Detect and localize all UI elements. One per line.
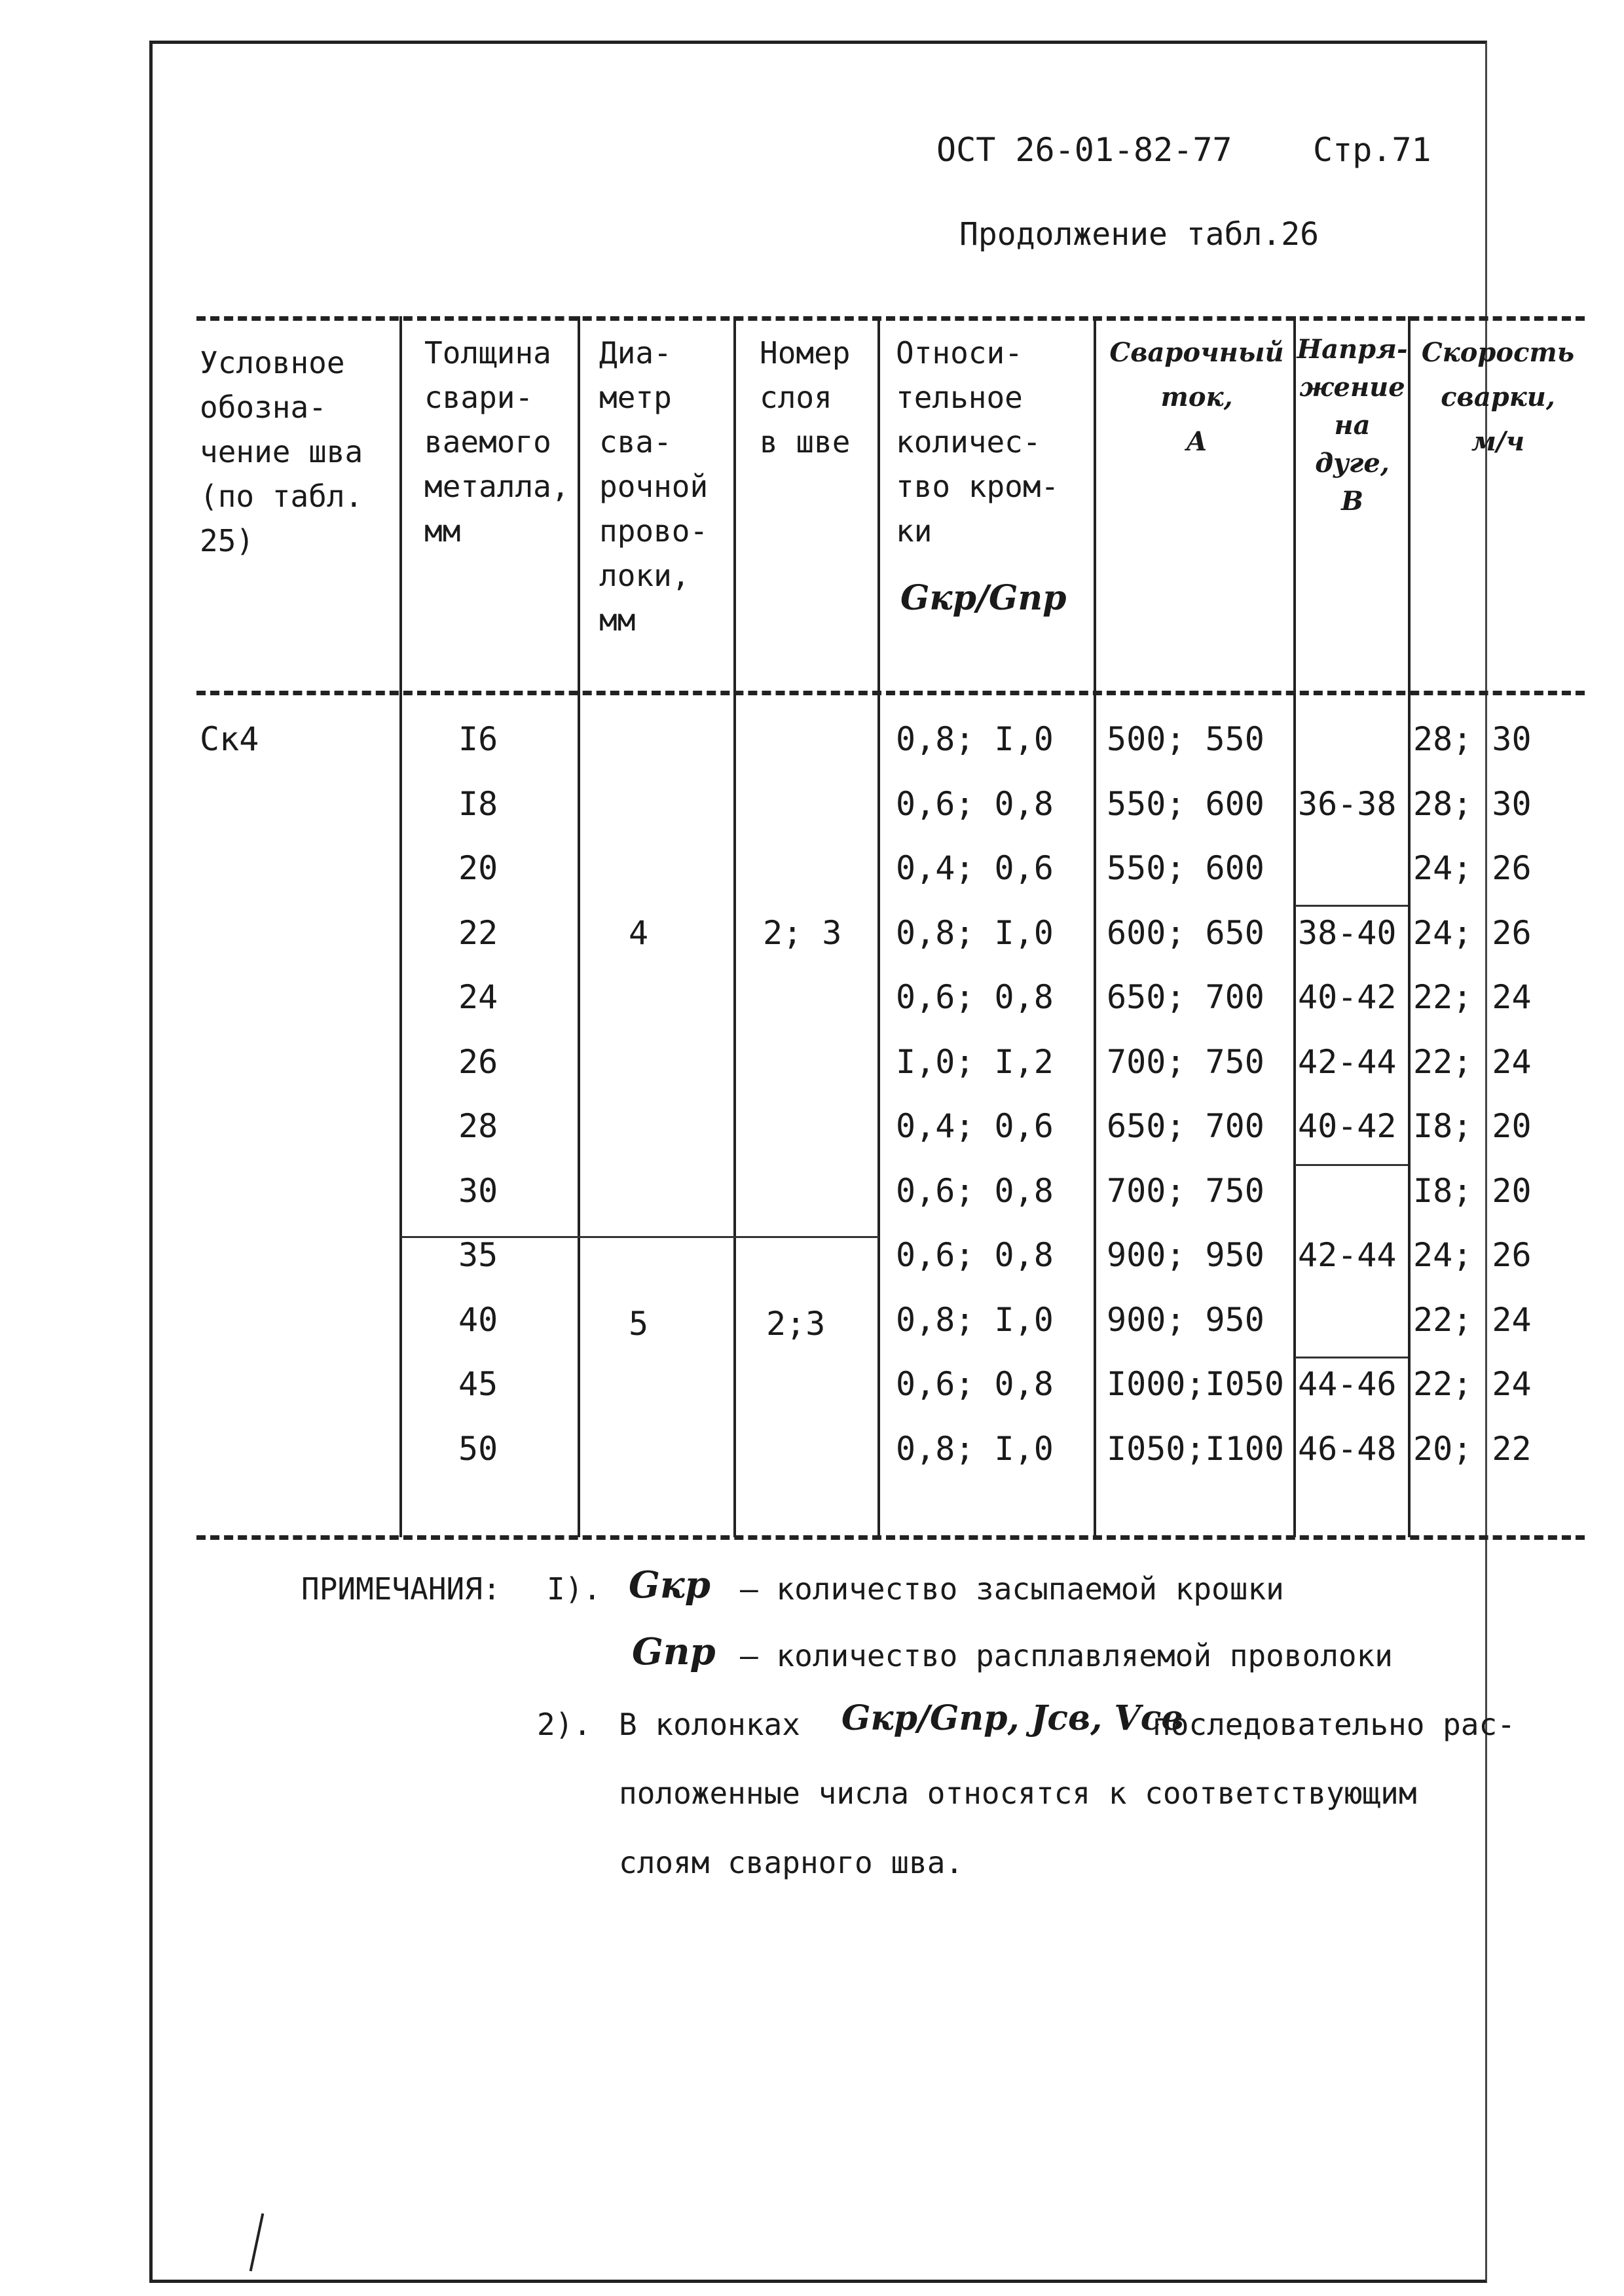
cell-speed: 20; 22 bbox=[1413, 1429, 1532, 1468]
table-bottom-rule bbox=[196, 1535, 1585, 1540]
cell-thickness: 26 bbox=[458, 1042, 498, 1081]
column-divider bbox=[578, 316, 580, 1537]
wire-diameter-group-1: 4 bbox=[629, 914, 649, 952]
col-header-voltage: Напря- жение на дуге, В bbox=[1297, 334, 1408, 517]
cell-current: 900; 950 bbox=[1107, 1300, 1264, 1339]
cell-ratio: 0,6; 0,8 bbox=[896, 1365, 1054, 1403]
cell-current: I000;I050 bbox=[1107, 1365, 1284, 1403]
col-header-relative-amount: Относи- тельное количес- тво кром- ки bbox=[896, 335, 1060, 549]
column-divider bbox=[733, 316, 736, 1537]
col-header-current: Сварочный ток, А bbox=[1109, 337, 1284, 457]
col-header-formula: Gкр/Gпр bbox=[900, 578, 1067, 618]
voltage-cell-rule bbox=[1295, 905, 1408, 907]
table-caption: Продолжение табл.26 bbox=[959, 216, 1320, 253]
cell-ratio: 0,6; 0,8 bbox=[896, 1171, 1054, 1210]
cell-speed: 24; 26 bbox=[1413, 913, 1532, 952]
cell-current: 900; 950 bbox=[1107, 1236, 1264, 1274]
voltage-cell-rule bbox=[1295, 1357, 1408, 1358]
col-header-speed: Скорость сварки, м/ч bbox=[1421, 337, 1575, 457]
table-top-rule bbox=[196, 316, 1585, 321]
weld-symbol: Ск4 bbox=[200, 720, 259, 758]
cell-voltage: 42-44 bbox=[1298, 1042, 1397, 1081]
cell-ratio: 0,8; I,0 bbox=[896, 1429, 1054, 1468]
cell-speed: 28; 30 bbox=[1413, 720, 1532, 758]
note-1b-symbol: Gпр bbox=[632, 1630, 716, 1673]
column-divider bbox=[399, 316, 402, 1537]
layer-number-group-2: 2;3 bbox=[766, 1305, 826, 1343]
column-divider bbox=[1408, 316, 1411, 1537]
page-number: Стр.71 bbox=[1313, 131, 1431, 169]
voltage-cell-rule bbox=[1295, 1164, 1408, 1166]
column-divider bbox=[1293, 316, 1296, 1537]
cell-thickness: I6 bbox=[458, 720, 498, 758]
cell-current: 600; 650 bbox=[1107, 913, 1264, 952]
cell-voltage: 46-48 bbox=[1298, 1429, 1397, 1468]
cell-thickness: 24 bbox=[458, 978, 498, 1016]
cell-ratio: 0,6; 0,8 bbox=[896, 978, 1054, 1016]
cell-current: 650; 700 bbox=[1107, 978, 1264, 1016]
note-2-number: 2). bbox=[537, 1707, 592, 1742]
col-header-weld-symbol: Условное обозна- чение шва (по табл. 25) bbox=[200, 345, 363, 558]
layer-number-group-1: 2; 3 bbox=[763, 914, 842, 952]
cell-ratio: 0,6; 0,8 bbox=[896, 1236, 1054, 1274]
cell-voltage: 40-42 bbox=[1298, 978, 1397, 1016]
note-2-symbols: Gкр/Gпр, Jсв, Vсв bbox=[841, 1698, 1184, 1738]
note-2-text-a: В колонках bbox=[619, 1707, 800, 1742]
cell-ratio: 0,6; 0,8 bbox=[896, 784, 1054, 823]
note-1-number: I). bbox=[547, 1571, 602, 1607]
cell-current: 550; 600 bbox=[1107, 849, 1264, 887]
notes-title: ПРИМЕЧАНИЯ: bbox=[301, 1571, 501, 1607]
cell-current: I050;I100 bbox=[1107, 1429, 1284, 1468]
cell-speed: I8; 20 bbox=[1413, 1171, 1532, 1210]
note-2-text-b: последовательно рас- bbox=[1153, 1707, 1515, 1742]
wire-diameter-group-2: 5 bbox=[629, 1305, 649, 1343]
cell-voltage: 42-44 bbox=[1298, 1236, 1397, 1274]
cell-speed: 22; 24 bbox=[1413, 1300, 1532, 1339]
col-header-thickness: Толщина свари- ваемого металла, мм bbox=[424, 335, 570, 549]
cell-speed: 24; 26 bbox=[1413, 1236, 1532, 1274]
cell-thickness: 50 bbox=[458, 1429, 498, 1468]
col-header-layer-number: Номер слоя в шве bbox=[760, 335, 851, 460]
cell-current: 550; 600 bbox=[1107, 784, 1264, 823]
note-2-line-3: слоям сварного шва. bbox=[619, 1845, 964, 1880]
cell-ratio: 0,4; 0,6 bbox=[896, 1107, 1054, 1145]
column-divider bbox=[877, 316, 880, 1537]
cell-thickness: 20 bbox=[458, 849, 498, 887]
cell-thickness: 45 bbox=[458, 1365, 498, 1403]
note-1-symbol: Gкр bbox=[629, 1563, 710, 1607]
note-1-text: – количество засыпаемой крошки bbox=[740, 1571, 1284, 1607]
cell-thickness: 28 bbox=[458, 1107, 498, 1145]
cell-current: 650; 700 bbox=[1107, 1107, 1264, 1145]
cell-thickness: 22 bbox=[458, 913, 498, 952]
cell-speed: 22; 24 bbox=[1413, 978, 1532, 1016]
cell-voltage: 38-40 bbox=[1298, 913, 1397, 952]
cell-speed: I8; 20 bbox=[1413, 1107, 1532, 1145]
cell-voltage: 44-46 bbox=[1298, 1365, 1397, 1403]
cell-speed: 28; 30 bbox=[1413, 784, 1532, 823]
cell-thickness: 30 bbox=[458, 1171, 498, 1210]
header-bottom-rule bbox=[196, 691, 1585, 695]
cell-speed: 22; 24 bbox=[1413, 1042, 1532, 1081]
cell-ratio: I,0; I,2 bbox=[896, 1042, 1054, 1081]
cell-current: 500; 550 bbox=[1107, 720, 1264, 758]
cell-current: 700; 750 bbox=[1107, 1042, 1264, 1081]
cell-voltage: 36-38 bbox=[1298, 784, 1397, 823]
col-header-wire-diameter: Диа- метр сва- рочной прово- локи, мм bbox=[599, 335, 709, 638]
note-1b-text: – количество расплавляемой проволоки bbox=[740, 1638, 1393, 1673]
doc-code: ОСТ 26-01-82-77 bbox=[936, 131, 1232, 169]
cell-current: 700; 750 bbox=[1107, 1171, 1264, 1210]
cell-speed: 22; 24 bbox=[1413, 1365, 1532, 1403]
cell-speed: 24; 26 bbox=[1413, 849, 1532, 887]
cell-ratio: 0,4; 0,6 bbox=[896, 849, 1054, 887]
cell-ratio: 0,8; I,0 bbox=[896, 913, 1054, 952]
column-divider bbox=[1094, 316, 1096, 1537]
cell-voltage: 40-42 bbox=[1298, 1107, 1397, 1145]
cell-ratio: 0,8; I,0 bbox=[896, 720, 1054, 758]
cell-ratio: 0,8; I,0 bbox=[896, 1300, 1054, 1339]
cell-thickness: 35 bbox=[458, 1236, 498, 1274]
cell-thickness: I8 bbox=[458, 784, 498, 823]
cell-thickness: 40 bbox=[458, 1300, 498, 1339]
note-2-line-2: положенные числа относятся к соответствующим bbox=[619, 1776, 1417, 1811]
